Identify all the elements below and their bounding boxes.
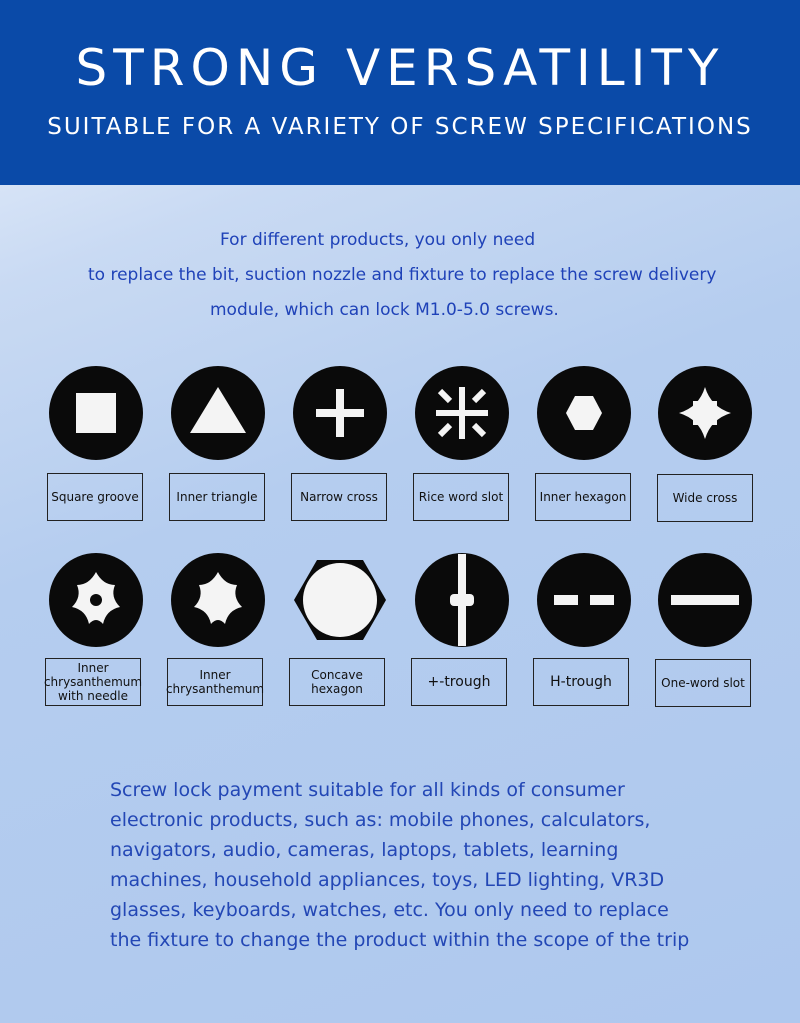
label-wide-cross: Wide cross — [657, 474, 753, 522]
outro-line-3: navigators, audio, cameras, laptops, tablets, learning — [110, 839, 619, 861]
inner-chrysanthemum-needle-icon — [48, 552, 144, 648]
outro-line-1: Screw lock payment suitable for all kinds of consumer — [110, 779, 625, 801]
label-square-groove: Square groove — [47, 473, 143, 521]
label-inner-chrysanthemum: Inner chrysanthemum — [167, 658, 263, 706]
outro-line-2: electronic products, such as: mobile phones, calculators, — [110, 809, 651, 831]
label-plus-minus-trough: +-trough — [411, 658, 507, 706]
inner-hexagon-icon — [536, 365, 632, 461]
intro-line-2: to replace the bit, suction nozzle and fixture to replace the screw delivery — [88, 265, 717, 285]
intro-line-1: For different products, you only need — [220, 230, 536, 250]
wide-cross-icon — [657, 365, 753, 461]
page-title: STRONG VERSATILITY — [75, 39, 725, 97]
plus-minus-trough-icon — [414, 552, 510, 648]
square-groove-icon — [48, 365, 144, 461]
page-subtitle: SUITABLE FOR A VARIETY OF SCREW SPECIFICATIONS — [47, 114, 753, 140]
label-inner-hexagon: Inner hexagon — [535, 473, 631, 521]
label-concave-hexagon: Concave hexagon — [289, 658, 385, 706]
label-one-word-slot: One-word slot — [655, 659, 751, 707]
intro-line-3: module, which can lock M1.0-5.0 screws. — [210, 300, 559, 320]
outro-paragraph — [110, 775, 710, 955]
narrow-cross-icon — [292, 365, 388, 461]
outro-line-5: glasses, keyboards, watches, etc. You only need to replace — [110, 899, 669, 921]
outro-line-4: machines, household appliances, toys, LED lighting, VR3D — [110, 869, 665, 891]
header-banner — [0, 0, 800, 185]
rice-word-slot-icon — [414, 365, 510, 461]
label-inner-chrysanthemum-needle: Inner chrysanthemum with needle — [45, 658, 141, 706]
label-rice-word-slot: Rice word slot — [413, 473, 509, 521]
one-word-slot-icon — [657, 552, 753, 648]
inner-chrysanthemum-icon — [170, 552, 266, 648]
label-narrow-cross: Narrow cross — [291, 473, 387, 521]
label-inner-triangle: Inner triangle — [169, 473, 265, 521]
outro-line-6: the fixture to change the product within the scope of the trip — [110, 929, 690, 951]
inner-triangle-icon — [170, 365, 266, 461]
concave-hexagon-icon — [292, 552, 388, 648]
label-h-trough: H-trough — [533, 658, 629, 706]
h-trough-icon — [536, 552, 632, 648]
